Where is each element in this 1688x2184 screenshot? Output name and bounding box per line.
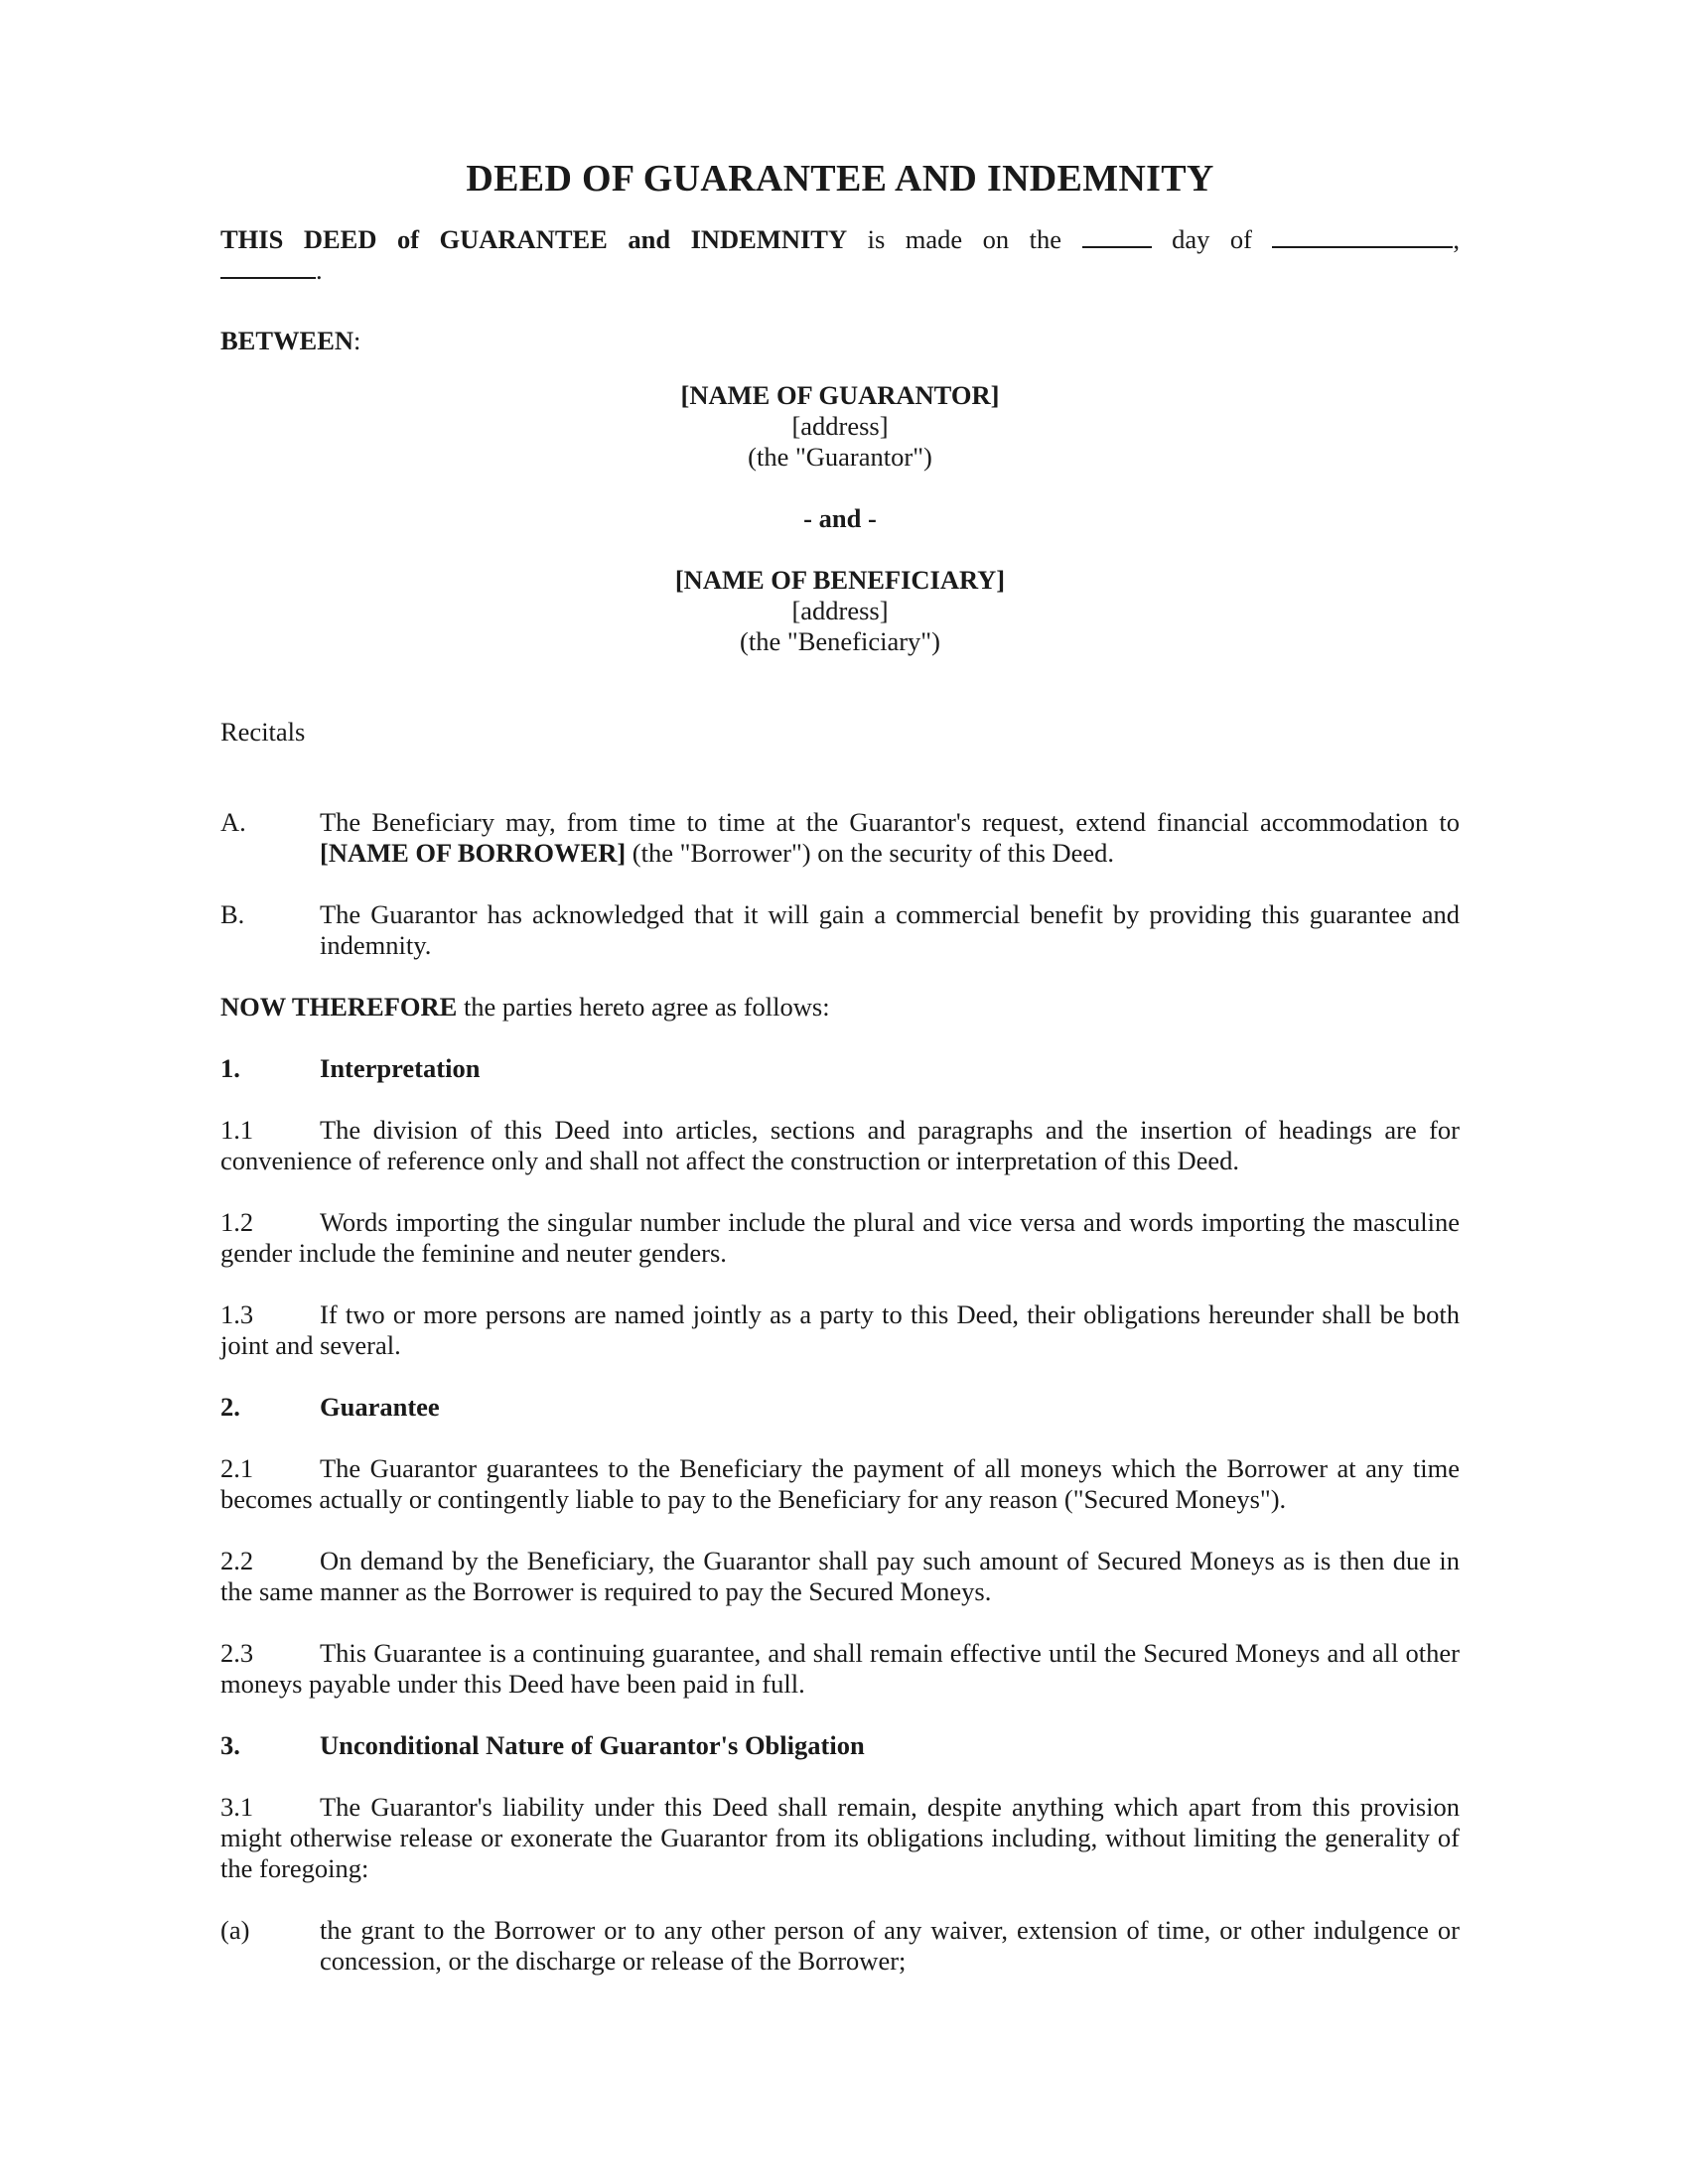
clause-1-1: 1.1 The division of this Deed into articles, sections and paragraphs and the insertion of headings are for convenience of reference only and shall not affect the construction or interpretation of this Deed. [220,1115,1460,1175]
year-blank [220,257,316,279]
beneficiary-name: [NAME OF BENEFICIARY] [674,565,1006,595]
recital-b [220,899,1460,961]
borrower-placeholder: [NAME OF BORROWER] [320,838,627,868]
recital-b-label: B. [220,899,245,929]
between-label: BETWEEN: [220,326,361,355]
beneficiary-definition: (the "Beneficiary") [740,626,940,656]
clause-2-1: 2.1 The Guarantor guarantees to the Beneficiary the payment of all moneys which the Borrower at any time becomes actually or contingently liable to pay to the Beneficiary for any reason ("Secured Moneys"). [220,1453,1460,1514]
recital-b-text: The Guarantor has acknowledged that it will gain a commercial benefit by providing this guarantee and indemnity. [320,899,1460,960]
intro-day-of: day of [1172,224,1252,254]
clause-2-2: 2.2 On demand by the Beneficiary, the Guarantor shall pay such amount of Secured Moneys as is then due in the same manner as the Borrower is required to pay the Secured Moneys. [220,1546,1460,1606]
clause-3-1: 3.1 The Guarantor's liability under this Deed shall remain, despite anything which apart from this provision might otherwise release or exonerate the Guarantor from its obligations including, without limiting the generality of the foregoing: [220,1792,1460,1883]
guarantor-definition: (the "Guarantor") [748,442,932,472]
recital-a [220,807,1460,869]
beneficiary-block [220,565,1460,657]
intro-year-line [220,255,1460,286]
document-title: DEED OF GUARANTEE AND INDEMNITY [466,158,1214,200]
intro-made-on: is made on the [867,224,1062,254]
intro-comma: , [1453,224,1461,254]
recital-a-label: A. [220,807,246,837]
guarantor-address: [address] [791,411,889,441]
intro-paragraph [220,224,1460,255]
section-2-heading: 2. Guarantee [220,1392,440,1422]
clause-1-3: 1.3 If two or more persons are named jointly as a party to this Deed, their obligations hereunder shall be both joint and several. [220,1299,1460,1360]
and-separator: - and - [803,503,877,533]
guarantor-block [220,380,1460,473]
month-blank [1272,226,1453,248]
now-therefore: NOW THEREFORE the parties hereto agree as follows: [220,992,830,1022]
guarantor-name: [NAME OF GUARANTOR] [680,380,1000,410]
clause-3-1-a: (a) the grant to the Borrower or to any other person of any waiver, extension of time, or other indulgence or concession, or the discharge or release of the Borrower; [220,1915,1460,1976]
intro-period: . [316,255,323,285]
clause-1-2: 1.2 Words importing the singular number include the plural and vice versa and words importing the masculine gender include the feminine and neuter genders. [220,1207,1460,1268]
clause-2-3: 2.3 This Guarantee is a continuing guarantee, and shall remain effective until the Secured Moneys and all other moneys payable under this Deed have been paid in full. [220,1638,1460,1699]
beneficiary-address: [address] [791,596,889,625]
recitals-heading: Recitals [220,717,306,747]
recital-a-text: The Beneficiary may, from time to time at the Guarantor's request, extend financial accommodation to [NAME OF BORROWER] (the "Borrower") on the security of this Deed. [320,807,1460,868]
day-blank [1082,226,1152,248]
intro-bold-start: THIS DEED of GUARANTEE and INDEMNITY [220,224,848,254]
section-3-heading: 3. Unconditional Nature of Guarantor's Obligation [220,1730,865,1760]
section-1-heading: 1. Interpretation [220,1053,481,1083]
